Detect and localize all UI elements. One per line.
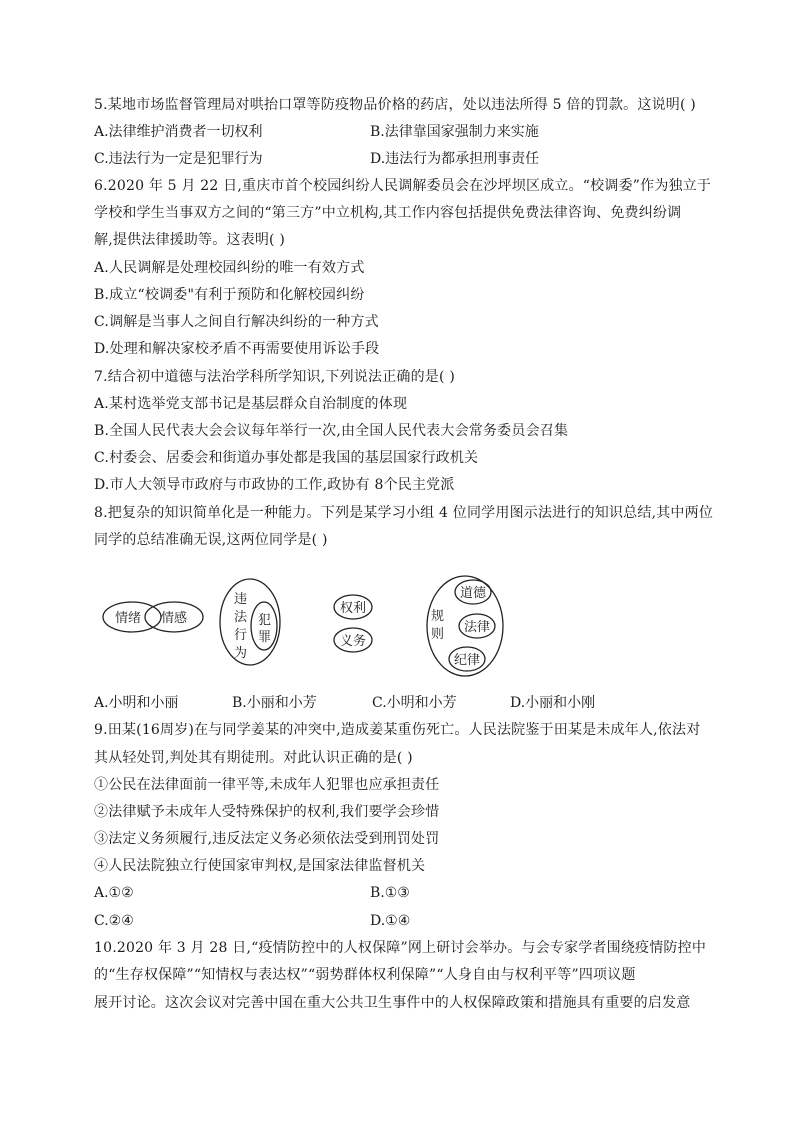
q9-option-b: B.①③: [370, 885, 410, 901]
q8-option-b: B.小丽和小芳: [232, 695, 317, 711]
label-crime-2: 罪: [258, 630, 272, 645]
label-discipline: 纪律: [454, 653, 481, 668]
q5-option-d: D.违法行为都承担刑事责任: [370, 151, 540, 167]
q7-option-b: B.全国人民代表大会会议每年举行一次,由全国人民代表大会常务委员会召集: [94, 423, 569, 439]
diagram-emotion-feeling: [103, 602, 203, 632]
q6-option-b: B.成立“校调委"有利于预防和化解校园纠纷: [94, 287, 365, 303]
label-crime-1: 犯: [258, 613, 272, 628]
q10-stem-line-3: 展开讨论。这次会议对完善中国在重大公共卫生事件中的人权保障政策和措施具有重要的启发意: [94, 995, 691, 1011]
diagram-illegal-crime: [220, 579, 280, 665]
q8-option-d: D.小丽和小刚: [510, 695, 596, 711]
label-morality: 道德: [460, 586, 487, 601]
q9-stem-line-1: 9.田某(16周岁)在与同学姜某的冲突中,造成姜某重伤死亡。人民法院鉴于田某是未成年人,依法对: [94, 722, 701, 738]
q6-option-d: D.处理和解决家校矛盾不再需要使用诉讼手段: [94, 341, 380, 357]
q8-stem-line-2: 同学的总结准确无误,这两位同学是( ): [94, 532, 328, 548]
q6-stem-line-1: 6.2020 年 5 月 22 日,重庆市首个校园纠纷人民调解委员会在沙坪坝区成立。“校调委”作为独立于: [94, 178, 712, 194]
label-rules-1: 规: [431, 609, 445, 624]
label-law: 法律: [464, 620, 491, 635]
q9-item-1: ①公民在法律面前一律平等,未成年人犯罪也应承担责任: [94, 777, 440, 793]
label-illegal-1: 违: [234, 592, 248, 607]
q6-option-c: C.调解是当事人之间自行解决纠纷的一种方式: [94, 314, 379, 330]
q9-option-a: A.①②: [94, 885, 134, 901]
q6-stem-line-3: 解,提供法律援助等。这表明( ): [94, 232, 286, 248]
q8-option-c: C.小明和小芳: [372, 695, 457, 711]
q5-option-a: A.法律维护消费者一切权利: [94, 124, 263, 140]
q5-stem: 5.某地市场监督管理局对哄抬口罩等防疫物品价格的药店，处以违法所得 5 倍的罚款。这说明( ): [94, 97, 696, 113]
q10-stem-line-1: 10.2020 年 3 月 28 日,“疫情防控中的人权保障”网上研讨会举办。与会专家学者围绕疫情防控中: [94, 940, 707, 956]
label-illegal-3: 行: [234, 628, 248, 643]
q9-option-d: D.①④: [370, 913, 411, 929]
q5-option-b: B.法律靠国家强制力来实施: [370, 124, 539, 140]
label-emotion: 情绪: [115, 611, 142, 626]
q7-option-c: C.村委会、居委会和街道办事处都是我国的基层国家行政机关: [94, 450, 479, 466]
q6-option-a: A.人民调解是处理校园纠纷的唯一有效方式: [94, 260, 365, 276]
label-feeling: 情感: [161, 611, 188, 626]
label-illegal-2: 法: [234, 610, 248, 625]
q8-stem-line-1: 8.把复杂的知识简单化是一种能力。下列是某学习小组 4 位同学用图示法进行的知识总结,其中两位: [94, 505, 714, 521]
q7-option-a: A.某村选举党支部书记是基层群众自治制度的体现: [94, 396, 408, 412]
label-rules-2: 则: [431, 627, 445, 642]
q9-item-4: ④人民法院独立行使国家审判权,是国家法律监督机关: [94, 858, 426, 874]
diagram-rules: [427, 576, 503, 676]
q7-option-d: D.市人大领导市政府与市政协的工作,政协有 8个民主党派: [94, 477, 455, 493]
q5-option-c: C.违法行为一定是犯罪行为: [94, 151, 263, 167]
q9-stem-line-2: 其从轻处罚,判处其有期徒刑。对此认识正确的是( ): [94, 750, 413, 766]
diagram-rights-duties: [334, 595, 372, 652]
label-rights: 权利: [340, 601, 367, 616]
q9-option-c: C.②④: [94, 913, 134, 929]
q7-stem: 7.结合初中道德与法治学科所学知识,下列说法正确的是( ): [94, 369, 455, 385]
q8-option-a: A.小明和小丽: [94, 695, 179, 711]
q9-item-2: ②法律赋予未成年人受特殊保护的权利,我们要学会珍惜: [94, 804, 440, 820]
label-illegal-4: 为: [234, 646, 248, 661]
q6-stem-line-2: 学校和学生当事双方之间的“第三方”中立机构,其工作内容包括提供免费法律咨询、免费纠纷调: [94, 205, 682, 221]
q8-diagram: [100, 570, 700, 700]
q10-stem-line-2: 的“生存权保障”“知情权与表达权”“弱势群体权利保障”“人身自由与权利平等”四项议题: [94, 967, 636, 983]
label-duties: 义务: [340, 634, 367, 649]
q9-item-3: ③法定义务须履行,违反法定义务必须依法受到刑罚处罚: [94, 831, 440, 847]
